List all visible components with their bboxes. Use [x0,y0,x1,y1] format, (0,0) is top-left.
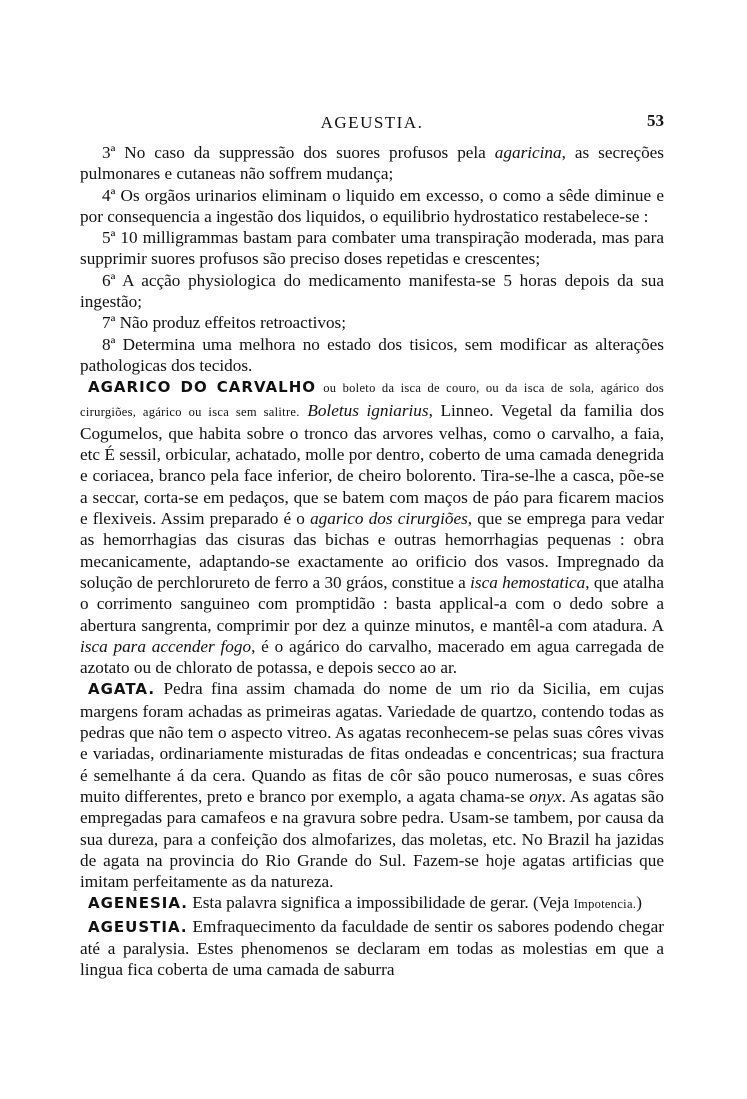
running-title: AGEUSTIA. [320,113,424,132]
entry-heading: AGATA. [88,680,156,699]
entry-agarico: AGARICO DO CARVALHO ou boleto da isca de couro, ou da isca de sola, agárico dos cirurgiões, agárico ou isca sem salitre. Boletus igniarius, Linneo. Vegetal da familia dos Cogumelos, que habita sobre o tronco das arvores velhas, como o carvalho, a faia, etc É sessil, orbicular, achatado, molle por dentro, coberto de uma camada denegrida e coriacea, branco pela face inferior, de cheiro bolorento. Tira-se-lhe a casca, põe-se a seccar, corta-se em pedaços, que se batem com maços de páo para ficarem macios e flexiveis. Assim preparado é o agarico dos cirurgiões, que se emprega para vedar as hemorrhagias das cisuras das bichas e outras hemorrhagias pequenas : obra mecanicamente, adaptando-se exactamente ao orificio dos vasos. Impregnado da solução de perchlorureto de ferro a 30 gráos, constitue a isca hemostatica, que atalha o corrimento sanguineo com promptidão : basta applical-a com o dedo sobre a abertura sangrenta, comprimir por dez a quinze minutos, e mantêl-a com atadura. A isca para accender fogo, é o agárico do carvalho, macerado em agua carregada de azotato ou de chlorato de potassa, e depois secco ao ar. [80,378,665,678]
page-body [80,142,664,981]
list-item-7: 7ª Não produz effeitos retroactivos; [102,313,347,333]
page-header [80,113,664,137]
list-item-3: 3ª No caso da suppressão dos suores profusos pela agaricina, as secreções pulmonares e cutaneas não soffrem mudança; [80,143,664,184]
cross-reference: Impotencia. [573,897,637,912]
entry-agenesia: AGENESIA. Esta palavra significa a impossibilidade de gerar. (Veja Impotencia.) [88,893,642,913]
italic-term: agaricina [494,143,562,162]
page-number: 53 [647,111,664,130]
entry-synonyms: ou boleto da isca de couro, ou da isca de sola, agárico dos cirurgiões, agárico ou isca sem salitre. [80,381,664,419]
list-item-5: 5ª 10 milligrammas bastam para combater uma transpiração moderada, mas para supprimir suores profusos são preciso doses repetidas e crescentes; [80,228,664,269]
entry-heading: AGEUSTIA. [88,917,188,936]
scientific-name: Boletus igniarius [307,400,429,420]
list-item-4: 4ª Os orgãos urinarios eliminam o liquido em excesso, o como a sêde diminue e por consequencia a ingestão dos liquidos, o equilibrio hydrostatico restabelece-se : [80,185,664,226]
entry-heading: AGENESIA. [88,894,188,913]
entry-ageustia: AGEUSTIA. Emfraquecimento da faculdade de sentir os sabores podendo chegar até a paralysia. Estes phenomenos se declaram em todas as molestias em que a lingua fica coberta de uma camada de saburra [80,916,664,980]
entry-agata: AGATA. Pedra fina assim chamada do nome de um rio da Sicilia, em cujas margens foram achadas as primeiras agatas. Variedade de quartzo, contendo todas as pedras que não tem o aspecto vitreo. As agatas reconhecem-se pelas suas côres vivas e variadas, ordinariamente misturadas de fitas ondeadas e concentricas; sua fractura é semelhante á da cera. Quando as fitas de côr são pouco numerosas, e suas côres muito differentes, preto e branco por exemplo, a agata chama-se onyx. As agatas são empregadas para camafeos e na gravura sobre pedra. Usam-se tambem, por causa da sua dureza, para a confeição dos almofarizes, das moletas, etc. No Brazil ha jazidas de agata na provincia do Rio Grande do Sul. Fazem-se hoje agatas artificias que imitam perfeitamente as da natureza. [80,679,664,892]
list-item-8: 8ª Determina uma melhora no estado dos tisicos, sem modificar as alterações pathologicas dos tecidos. [80,334,664,375]
list-item-6: 6ª A acção physiologica do medicamento manifesta-se 5 horas depois da sua ingestão; [80,270,664,312]
entry-heading: AGARICO DO CARVALHO [88,378,317,397]
